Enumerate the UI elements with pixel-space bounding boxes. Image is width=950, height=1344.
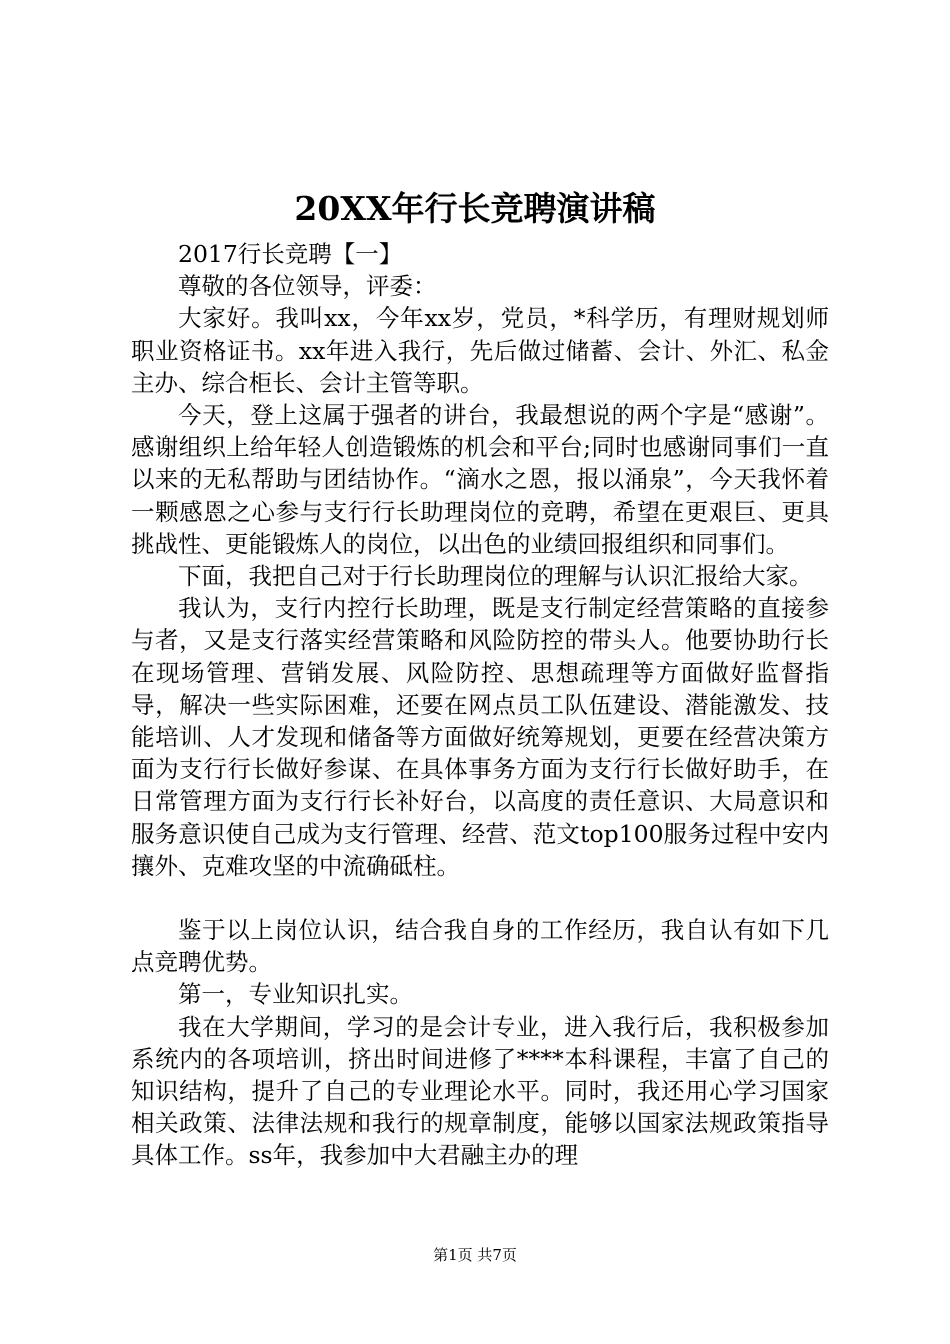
- paragraph-role-understanding: 我认为，支行内控行长助理，既是支行制定经营策略的直接参与者，又是支行落实经营策略和风险防控的带头人。他要协助行长在现场管理、营销发展、风险防控、思想疏理等方面做好监督指导，解决一些实际困难，还要在网点员工队伍建设、潜能激发、技能培训、人才发现和储备等方面做好统筹规划，更要在经营决策方面为支行行长做好参谋、在具体事务方面为支行行长做好助手，在日常管理方面为支行行长补好台，以高度的责任意识、大局意识和服务意识使自己成为支行管理、经营、范文top100服务过程中安内攘外、克难攻坚的中流确砥柱。: [131, 594, 829, 880]
- paragraph-salutation: 尊敬的各位领导，评委：: [178, 272, 437, 301]
- paragraph-introduction: 大家好。我叫xx，今年xx岁，党员，*科学历，有理财规划师职业资格证书。xx年进入我行，先后做过储蓄、会计、外汇、私金主办、综合柜长、会计主管等职。: [131, 304, 829, 397]
- paragraph-advantages-intro: 鉴于以上岗位认识，结合我自身的工作经历，我自认有如下几点竞聘优势。: [131, 916, 829, 977]
- page-footer: 第1页 共7页: [433, 1246, 517, 1264]
- paragraph-thanks: 今天，登上这属于强者的讲台，我最想说的两个字是“感谢”。感谢组织上给年轻人创造锻炼的机会和平台;同时也感谢同事们一直以来的无私帮助与团结协作。“滴水之恩，报以涌泉”，今天我怀着一颗感恩之心参与支行行长助理岗位的竞聘，希望在更艰巨、更具挑战性、更能锻炼人的岗位，以出色的业绩回报组织和同事们。: [131, 401, 829, 558]
- document-body: [131, 238, 829, 1172]
- document-title: 20XX年行长竞聘演讲稿: [294, 189, 656, 228]
- paragraph-heading: 2017行长竞聘【一】: [178, 240, 403, 268]
- paragraph-transition: 下面，我把自己对于行长助理岗位的理解与认识汇报给大家。: [178, 562, 813, 591]
- paragraph-point-one: 第一，专业知识扎实。: [178, 980, 413, 1009]
- paragraph-education: 我在大学期间，学习的是会计专业，进入我行后，我积极参加系统内的各项培训，挤出时间进修了****本科课程，丰富了自己的知识结构，提升了自己的专业理论水平。同时，我还用心学习国家相关政策、法律法规和我行的规章制度，能够以国家法规政策指导具体工作。ss年，我参加中大君融主办的理: [131, 1012, 829, 1170]
